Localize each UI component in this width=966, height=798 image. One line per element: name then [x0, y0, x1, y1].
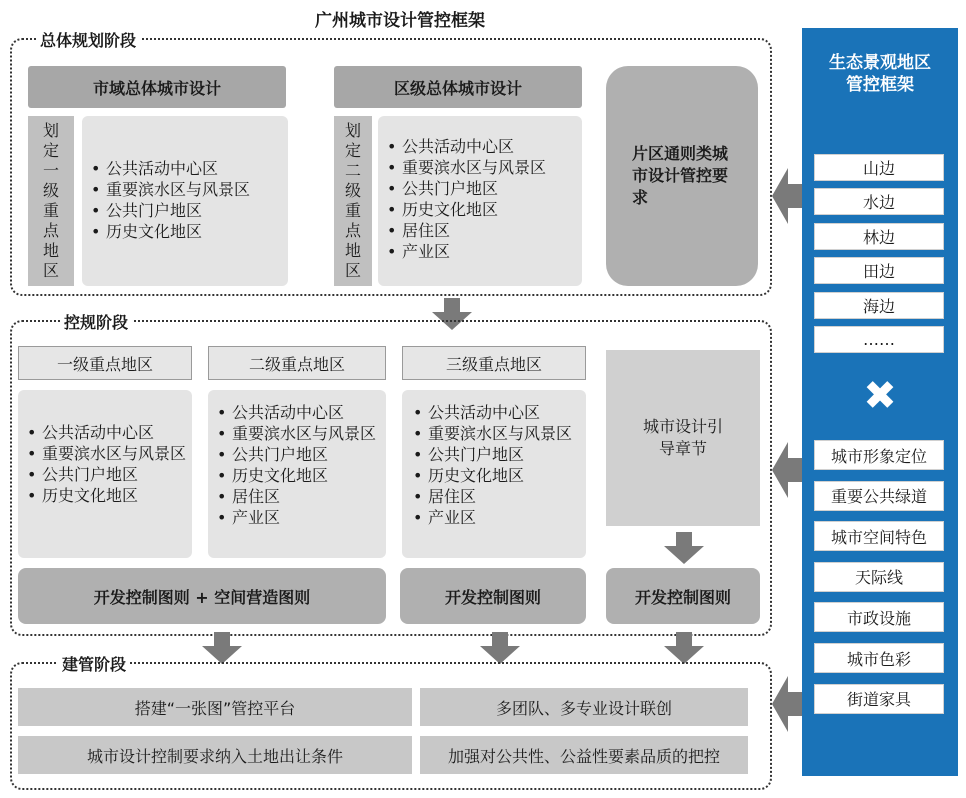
list-item: • 重要滨水区与风景区 — [88, 179, 288, 200]
side-item: 城市空间特色 — [814, 521, 944, 551]
list-item: • 公共活动中心区 — [88, 158, 288, 179]
arrow-down-icon — [480, 632, 520, 664]
list-item: • 历史文化地区 — [24, 485, 186, 506]
list-item: • 历史文化地区 — [384, 199, 582, 220]
side-item: 重要公共绿道 — [814, 481, 944, 511]
one-map-platform-box: 搭建“一张图”管控平台 — [18, 688, 412, 726]
list-item: • 历史文化地区 — [88, 221, 288, 242]
stage2-col2-list-box — [208, 390, 386, 558]
dev-control-plan-box-2: 开发控制图则 — [606, 568, 760, 624]
stage-overall-planning-label: 总体规划阶段 — [36, 28, 140, 51]
third-level-key-area-header: 三级重点地区 — [402, 346, 586, 380]
eco-landscape-panel-title-text: 生态景观地区管控框架 — [829, 53, 931, 95]
dev-control-plus-space-plan-box: 开发控制图则 + 空间营造图则 — [18, 568, 386, 624]
second-level-key-area-vertical — [334, 116, 372, 286]
cross-icon: ✖ — [863, 373, 897, 419]
arrow-left-icon — [772, 442, 802, 498]
stage1-col2-list — [384, 136, 582, 262]
side-item: 水边 — [814, 188, 944, 215]
list-item: • 居住区 — [384, 220, 582, 241]
list-item: • 重要滨水区与风景区 — [384, 157, 582, 178]
list-item: • 公共活动中心区 — [214, 402, 380, 423]
side-item: 城市形象定位 — [814, 440, 944, 470]
side-item: 林边 — [814, 223, 944, 250]
stage2-col1-list — [24, 422, 186, 506]
area-general-rules-text: 片区通则类城市设计管控要求 — [632, 144, 729, 207]
multi-team-design-box: 多团队、多专业设计联创 — [420, 688, 748, 726]
list-item: • 重要滨水区与风景区 — [410, 423, 580, 444]
list-item: • 公共门户地区 — [214, 444, 380, 465]
urban-design-guidance-text: 城市设计引导章节 — [642, 417, 723, 458]
list-item: • 产业区 — [384, 241, 582, 262]
list-item: • 历史文化地区 — [214, 465, 380, 486]
arrow-left-icon — [772, 676, 802, 732]
side-item: 天际线 — [814, 562, 944, 592]
first-level-key-area-header: 一级重点地区 — [18, 346, 192, 380]
stage2-col3-list-box — [402, 390, 586, 558]
stage-construction-management-label: 建管阶段 — [58, 652, 130, 675]
public-quality-control-box: 加强对公共性、公益性要素品质的把控 — [420, 736, 748, 774]
urban-design-guidance-box — [606, 350, 760, 526]
city-overall-design-header: 市域总体城市设计 — [28, 66, 286, 108]
list-item: • 产业区 — [214, 507, 380, 528]
second-level-key-area-header: 二级重点地区 — [208, 346, 386, 380]
list-item: • 公共活动中心区 — [384, 136, 582, 157]
side-item: 城市色彩 — [814, 643, 944, 673]
diagram-title: 广州城市设计管控框架 — [315, 11, 485, 31]
stage1-col1-list-box — [82, 116, 288, 286]
list-item: • 居住区 — [214, 486, 380, 507]
stage1-col1-list — [88, 158, 288, 242]
arrow-down-icon — [202, 632, 242, 664]
second-level-key-area-vertical-text: 划定二级重点地区 — [344, 121, 361, 280]
list-item: • 公共门户地区 — [410, 444, 580, 465]
list-item: • 历史文化地区 — [410, 465, 580, 486]
side-item: 山边 — [814, 154, 944, 181]
list-item: • 公共活动中心区 — [24, 422, 186, 443]
side-item: 市政设施 — [814, 602, 944, 632]
side-item: 田边 — [814, 257, 944, 284]
stage2-col2-list — [214, 402, 380, 528]
arrow-left-icon — [772, 168, 802, 224]
list-item: • 重要滨水区与风景区 — [24, 443, 186, 464]
arrow-down-icon — [664, 532, 704, 564]
list-item: • 公共活动中心区 — [410, 402, 580, 423]
land-transfer-conditions-box: 城市设计控制要求纳入土地出让条件 — [18, 736, 412, 774]
district-overall-design-header: 区级总体城市设计 — [334, 66, 582, 108]
side-item: 街道家具 — [814, 684, 944, 714]
list-item: • 公共门户地区 — [384, 178, 582, 199]
list-item: • 公共门户地区 — [88, 200, 288, 221]
stage1-col2-list-box — [378, 116, 582, 286]
dev-control-plan-box-1: 开发控制图则 — [400, 568, 586, 624]
stage2-col1-list-box — [18, 390, 192, 558]
area-general-rules-box — [606, 66, 758, 286]
list-item: • 重要滨水区与风景区 — [214, 423, 380, 444]
eco-landscape-panel-title — [822, 52, 938, 96]
stage-regulatory-planning-label: 控规阶段 — [60, 310, 132, 333]
side-item: 海边 — [814, 292, 944, 319]
list-item: • 居住区 — [410, 486, 580, 507]
arrow-down-icon — [664, 632, 704, 664]
first-level-key-area-vertical-text: 划定一级重点地区 — [42, 121, 59, 280]
first-level-key-area-vertical — [28, 116, 74, 286]
side-item: …… — [814, 326, 944, 353]
list-item: • 公共门户地区 — [24, 464, 186, 485]
stage2-col3-list — [410, 402, 580, 528]
list-item: • 产业区 — [410, 507, 580, 528]
